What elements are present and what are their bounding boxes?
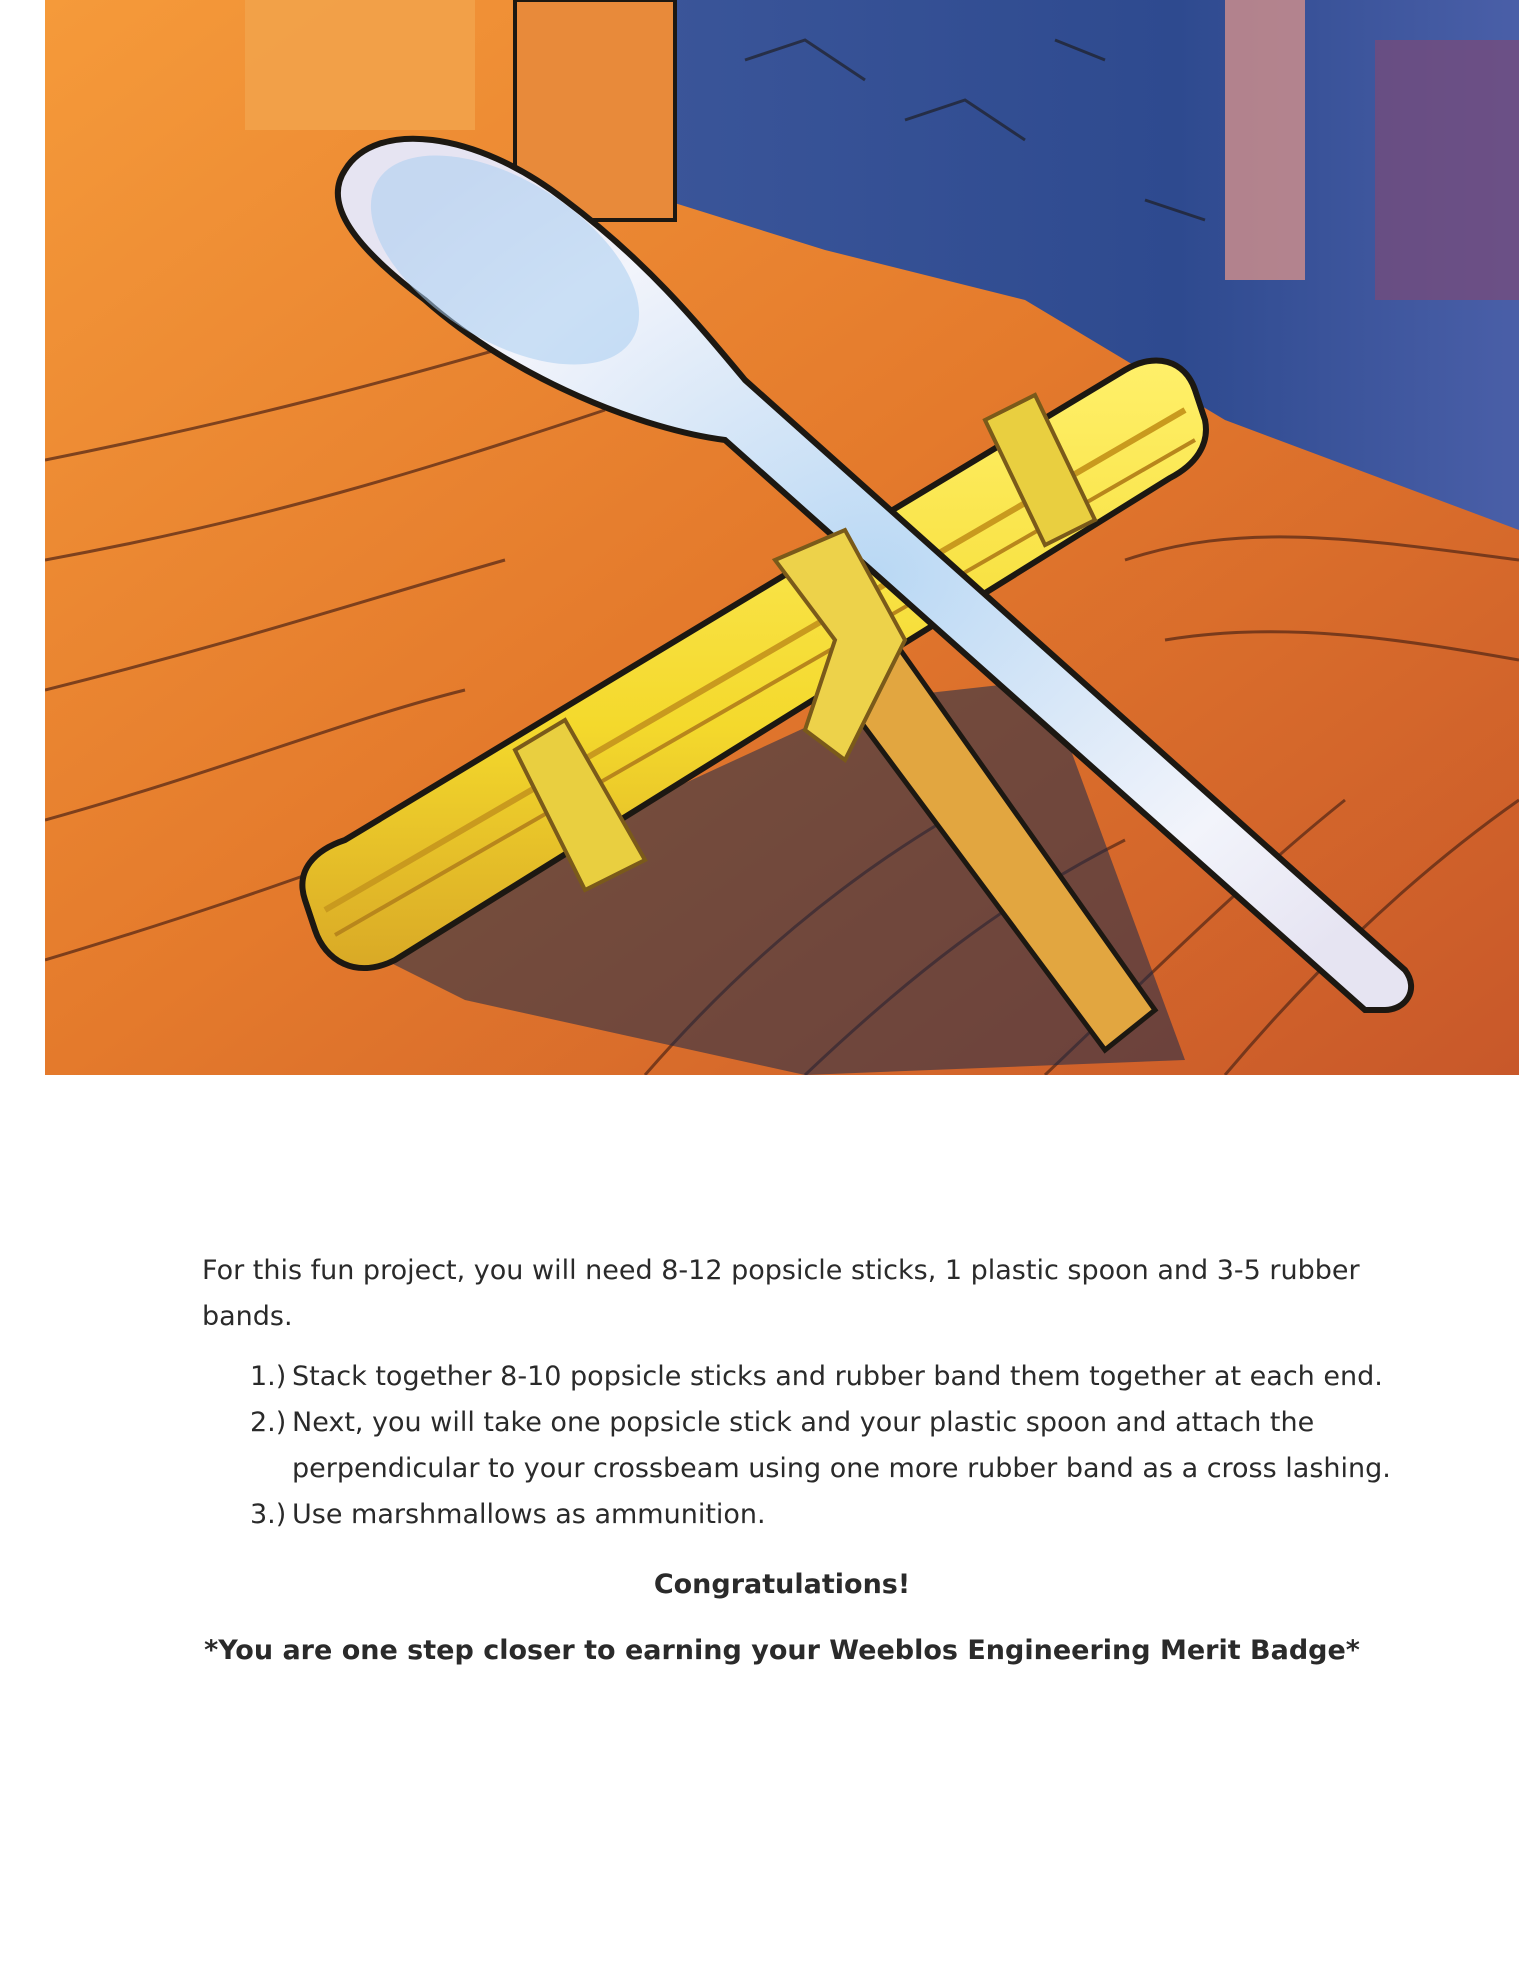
intro-text: For this fun project, you will need 8-12 popsicle sticks, 1 plastic spoon and 3-5 rubber bands. (202, 1255, 1360, 1332)
list-item (202, 1400, 1392, 1492)
step-number: 2.) (250, 1407, 287, 1438)
step-text: Use marshmallows as ammunition. (292, 1499, 766, 1530)
step-text: Stack together 8-10 popsicle sticks and rubber band them together at each end. (292, 1361, 1383, 1392)
list-item (202, 1492, 1392, 1538)
congratulations-heading: Congratulations! (653, 1569, 911, 1600)
step-number: 3.) (250, 1499, 287, 1530)
instructions-section (202, 1248, 1392, 1674)
step-number: 1.) (250, 1361, 287, 1392)
steps-list (202, 1354, 1392, 1538)
catapult-artwork (45, 0, 1519, 1075)
list-item (202, 1354, 1392, 1400)
catapult-illustration (45, 0, 1519, 1075)
step-text: Next, you will take one popsicle stick and your plastic spoon and attach the perpendicular to your crossbeam using one more rubber band as a cross lashing. (292, 1407, 1391, 1484)
merit-badge-note: *You are one step closer to earning your Weeblos Engineering Merit Badge* (204, 1635, 1360, 1666)
